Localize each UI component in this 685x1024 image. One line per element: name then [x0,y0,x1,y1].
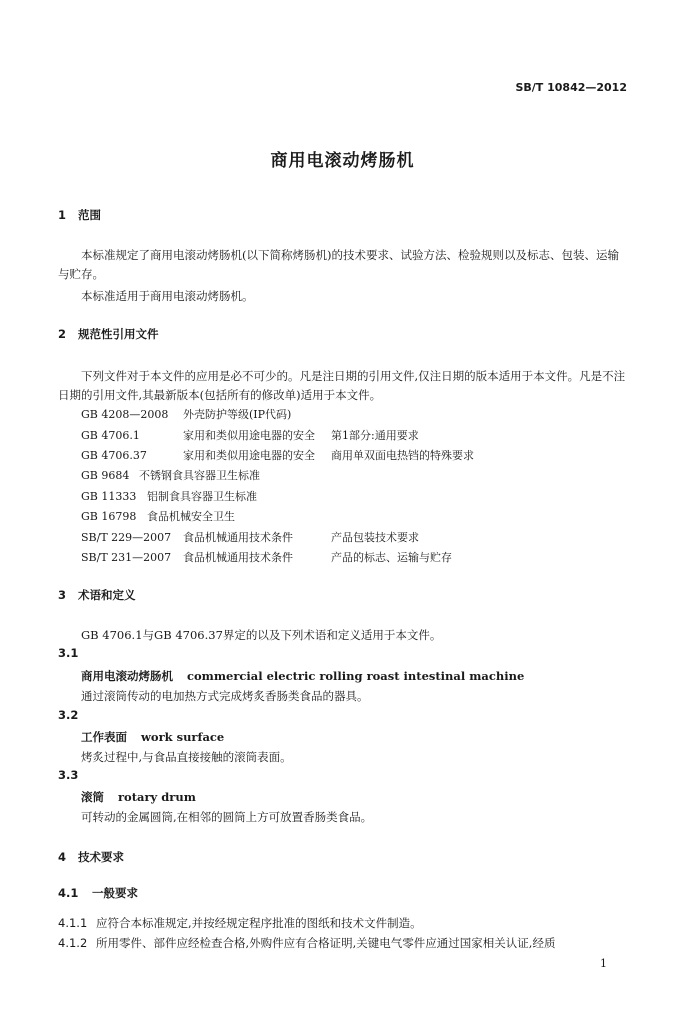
section-4-heading [58,849,124,865]
section-1-heading [58,207,101,223]
section-title: 范围 [78,208,101,222]
term-english: work surface [141,730,225,744]
term-entry [81,729,224,745]
reference-item [81,406,291,422]
section-number: 1 [58,208,67,222]
clause-text: 应符合本标准规定,并按经规定程序批准的图纸和技术文件制造。 [96,916,422,930]
section-3-heading [58,587,136,603]
reference-item [81,467,260,483]
reference-title: 食品机械通用技术条件 [183,531,293,544]
term-definition: 通过滚筒传动的电加热方式完成烤炙香肠类食品的器具。 [81,689,369,703]
reference-code: GB 4208—2008 [81,408,169,421]
section-number: 3 [58,588,67,602]
term-english: rotary drum [118,790,196,804]
standard-code: SB/T 10842—2012 [515,81,627,94]
section-1-paragraph-1: 本标准规定了商用电滚动烤肠机(以下简称烤肠机)的技术要求、试验方法、检验规则以及标志、包装、运输与贮存。 [58,248,619,281]
reference-code: GB 16798 [81,510,137,523]
reference-subtitle: 商用单双面电热铛的特殊要求 [331,449,474,462]
reference-item [81,549,452,565]
term-chinese: 滚筒 [81,790,104,804]
subsection-4-1-heading [58,885,138,901]
term-entry [81,668,524,684]
term-number: 3.3 [58,768,79,782]
reference-title: 外壳防护等级(IP代码) [183,408,292,421]
reference-subtitle: 第1部分:通用要求 [331,429,419,442]
reference-title: 家用和类似用途电器的安全 [183,429,315,442]
reference-code: SB/T 229—2007 [81,531,172,544]
reference-title: 铝制食具容器卫生标准 [147,490,257,503]
reference-title: 家用和类似用途电器的安全 [183,449,315,462]
reference-item [81,488,257,504]
term-chinese: 工作表面 [81,730,127,744]
term-number: 3.2 [58,708,79,722]
reference-title: 不锈钢食具容器卫生标准 [139,469,260,482]
section-2-heading [58,326,159,342]
reference-subtitle: 产品包装技术要求 [331,531,419,544]
clause-text: 所用零件、部件应经检查合格,外购件应有合格证明,关键电气零件应通过国家相关认证,经质 [96,936,556,950]
reference-item [81,508,235,524]
reference-title: 食品机械安全卫生 [147,510,235,523]
clause-item [58,915,422,931]
reference-code: GB 9684 [81,469,130,482]
reference-subtitle: 产品的标志、运输与贮存 [331,551,452,564]
section-2-paragraph-1: 下列文件对于本文件的应用是必不可少的。凡是注日期的引用文件,仅注日期的版本适用于本文件。凡是不注日期的引用文件,其最新版本(包括所有的修改单)适用于本文件。 [58,369,626,402]
reference-item [81,529,419,545]
term-definition: 可转动的金属圆筒,在相邻的圆筒上方可放置香肠类食品。 [81,810,373,824]
term-number: 3.1 [58,646,79,660]
subsection-number: 4.1 [58,886,79,900]
reference-code: GB 11333 [81,490,137,503]
section-title: 技术要求 [78,850,124,864]
page-number: 1 [600,957,607,970]
reference-title: 食品机械通用技术条件 [183,551,293,564]
term-english: commercial electric rolling roast intestinal machine [187,669,525,683]
document-title: 商用电滚动烤肠机 [270,151,415,171]
reference-item [81,427,419,443]
clause-item [58,935,555,951]
section-3-paragraph-1: GB 4706.1与GB 4706.37界定的以及下列术语和定义适用于本文件。 [81,628,442,642]
subsection-title: 一般要求 [92,886,138,900]
term-definition: 烤炙过程中,与食品直接接触的滚筒表面。 [81,750,292,764]
clause-number: 4.1.2 [58,936,88,950]
section-title: 规范性引用文件 [78,327,159,341]
clause-number: 4.1.1 [58,916,88,930]
section-title: 术语和定义 [78,588,136,602]
reference-code: GB 4706.37 [81,449,147,462]
reference-code: SB/T 231—2007 [81,551,172,564]
term-entry [81,789,196,805]
reference-item [81,447,474,463]
section-number: 4 [58,850,67,864]
section-number: 2 [58,327,67,341]
section-1-paragraph-2: 本标准适用于商用电滚动烤肠机。 [81,289,254,303]
term-chinese: 商用电滚动烤肠机 [81,669,173,683]
reference-code: GB 4706.1 [81,429,140,442]
